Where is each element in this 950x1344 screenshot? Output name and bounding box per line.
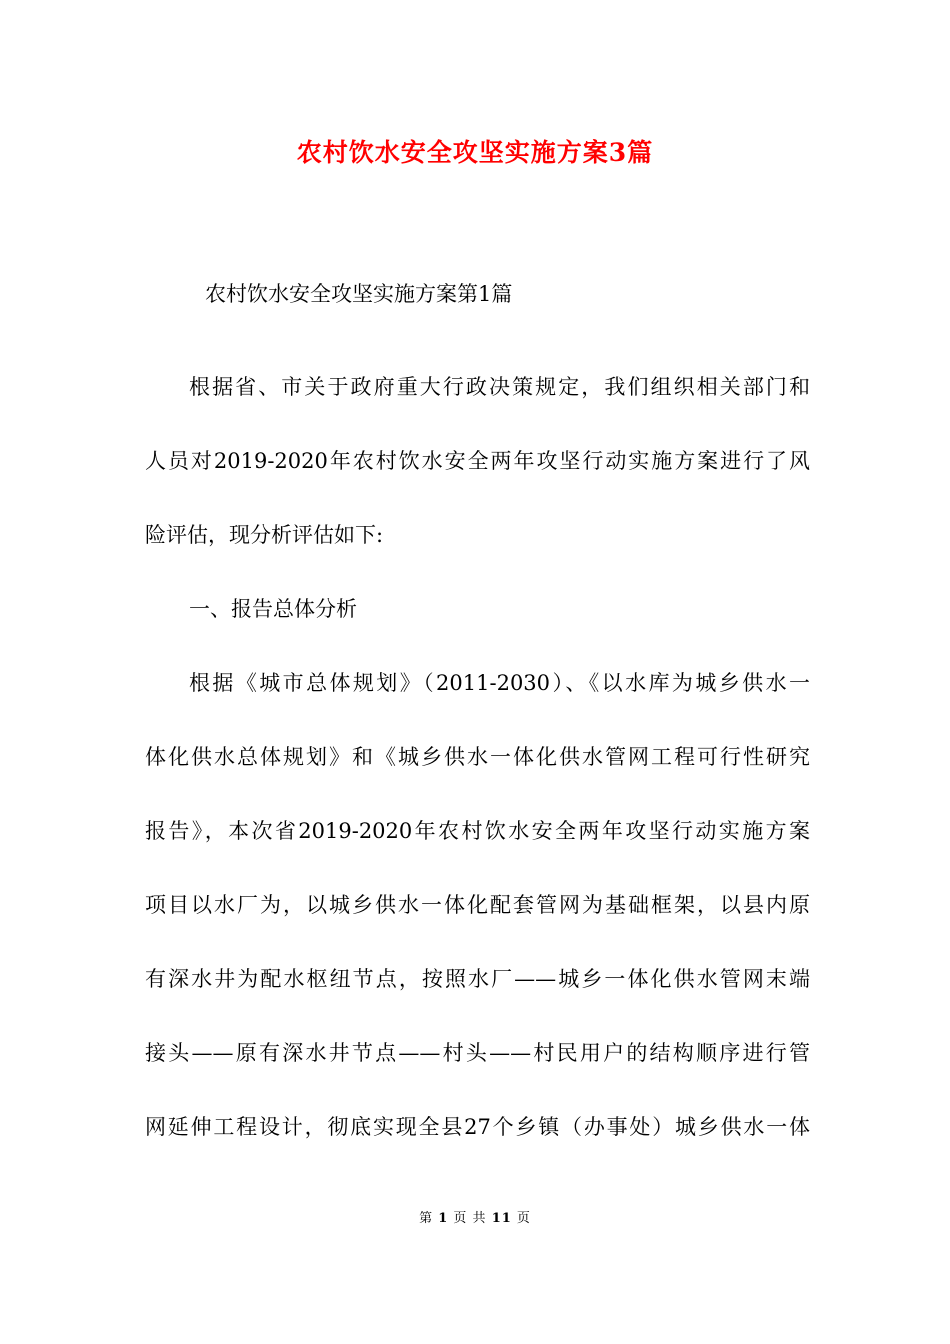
text-line: 根据《城市总体规划》（2011-2030）、《以水库为城乡供水一 [189,671,810,695]
text-line: 项目以水厂为，以城乡供水一体化配套管网为基础框架，以县内原 [145,893,810,917]
document-body [145,350,810,1164]
text-line: 报告》，本次省2019-2020年农村饮水安全两年攻坚行动实施方案 [145,819,810,843]
page-footer [0,1209,950,1229]
text-line: 根据省、市关于政府重大行政决策规定，我们组织相关部门和 [189,375,810,399]
text-line: 网延伸工程设计，彻底实现全县27个乡镇（办事处）城乡供水一体 [145,1115,810,1139]
section-subtitle: 农村饮水安全攻坚实施方案第1篇 [205,282,513,306]
text-line: 有深水井为配水枢纽节点，按照水厂——城乡一体化供水管网末端 [145,967,810,991]
footer-suffix: 页 [516,1211,531,1226]
paragraph [145,350,810,572]
document-title: 农村饮水安全攻坚实施方案3篇 [296,138,654,167]
section-heading [145,572,810,646]
text-line: 接头——原有深水井节点——村头——村民用户的结构顺序进行管 [145,1041,810,1065]
footer-middle: 页 共 [453,1211,487,1226]
text-line: 人员对2019-2020年农村饮水安全两年攻坚行动实施方案进行了风 [145,449,810,473]
current-page-number: 1 [438,1211,449,1226]
paragraph [145,646,810,1164]
text-line: 险评估，现分析评估如下: [145,523,384,547]
total-page-count: 11 [491,1211,512,1226]
text-line: 一、报告总体分析 [189,597,357,621]
footer-prefix: 第 [419,1211,434,1226]
text-line: 体化供水总体规划》和《城乡供水一体化供水管网工程可行性研究 [145,745,810,769]
